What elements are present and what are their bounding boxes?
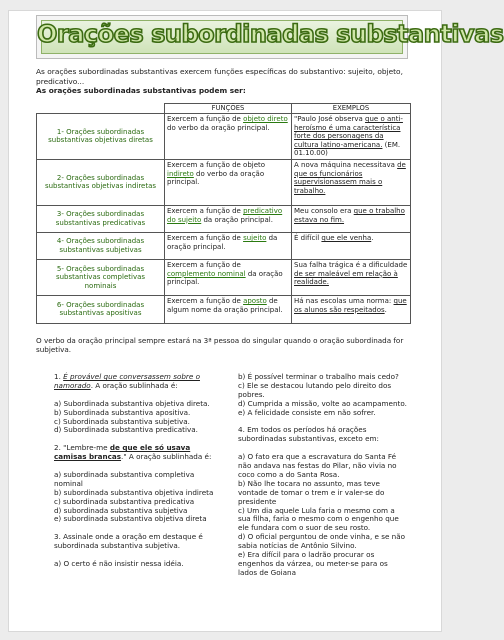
option: a) Subordinada substantiva objetiva direta. <box>54 398 210 408</box>
function-text: Exercem a função de <box>167 115 244 123</box>
question-stem: . A oração sublinhada é: <box>90 380 178 390</box>
example-highlight: que os alunos são respeitados <box>294 296 407 314</box>
example-text: A nova máquina necessitava <box>294 160 398 169</box>
intro <box>36 67 404 96</box>
table-row <box>37 232 411 259</box>
function-text-end: da oração principal. <box>167 233 278 251</box>
option: d) O oficial perguntou de onde vinha, e se não sabia notícias de Antônio Silvino. <box>238 532 406 551</box>
example-text-end: . <box>371 233 374 242</box>
example-highlight: que o trabalho estava no fim. <box>294 206 405 224</box>
function-highlight: complemento nominal <box>167 269 246 278</box>
example-highlight: de ser maleável em relação à realidade. <box>294 269 398 287</box>
intro-subtitle: As orações subordinadas substantivas podem ser: <box>36 86 246 95</box>
function-text: Exercem a função de <box>167 233 244 242</box>
type-name: 3- Orações subordinadas substantivas predicativas <box>37 205 165 232</box>
intro-text: As orações subordinadas substantivas exercem funções específicas do substantivo: sujeito, objeto, predicativo... <box>36 67 403 86</box>
table-row <box>37 295 411 323</box>
option: a) O fato era que a escravatura do Santa Fé não andava nas festas do Pilar, não vivia no coco como a do Santa Rosa. <box>238 452 397 479</box>
exercise-column-left <box>54 373 224 569</box>
example-text: "Paulo José observa <box>294 115 366 123</box>
example-cell <box>292 295 411 323</box>
question-highlight: de que ele só usava camisas brancas <box>54 443 191 462</box>
example-text: Sua falha trágica é a dificuldade <box>294 260 408 269</box>
option: c) subordinada substantiva predicativa <box>54 496 195 506</box>
example-text-end: . <box>384 305 387 314</box>
function-cell <box>165 295 292 323</box>
table-row <box>37 205 411 232</box>
function-text: Exercem a função de <box>167 206 244 215</box>
question-stem: 2. "Lembre-me <box>54 443 110 453</box>
example-text: É difícil <box>294 233 322 242</box>
example-text-end: (EM. 01.10.00) <box>294 140 401 158</box>
function-text-end: do verbo da oração principal. <box>167 123 270 132</box>
option: c) Um dia aquele Lula faria o mesmo com a sua filha, faria o mesmo com o engenho que ele fundara com o suor de seu rosto. <box>238 505 399 533</box>
example-text: Há nas escolas uma norma: <box>294 296 394 305</box>
option: a) O certo é não insistir nessa idéia. <box>54 558 184 568</box>
function-text-end: de algum nome da oração principal. <box>167 296 283 314</box>
question-4: 4. Em todos os períodos há orações subordinadas substantivas, exceto em: <box>238 425 379 444</box>
function-highlight: aposto <box>243 296 267 305</box>
example-highlight: que ele venha <box>321 233 372 242</box>
table-header-funcoes: FUNÇÕES <box>165 104 292 114</box>
question-stem-end: ." A oração sublinhada é: <box>121 452 212 462</box>
function-cell <box>165 114 292 160</box>
option: e) Era difícil para o ladrão procurar os engenhos da várzea, ou meter-se para os lados de Goiana <box>238 550 388 577</box>
option: e) A felicidade consiste em não sofrer. <box>238 407 376 417</box>
function-highlight: sujeito <box>243 233 267 242</box>
type-name: 2- Orações subordinadas substantivas objetivas indiretas <box>37 159 165 205</box>
example-text: Meu consolo era <box>294 206 354 215</box>
function-highlight: objeto direto <box>243 115 288 123</box>
function-text: Exercem a função de <box>167 296 244 305</box>
type-name: 4- Orações subordinadas substantivas subjetivas <box>37 232 165 259</box>
function-cell <box>165 205 292 232</box>
example-cell <box>292 259 411 295</box>
question-1 <box>54 373 224 391</box>
table-header-empty <box>37 104 165 114</box>
function-cell <box>165 159 292 205</box>
option: b) É possível terminar o trabalho mais cedo? <box>238 372 399 381</box>
option: c) Ele se destacou lutando pelo direito dos pobres. <box>238 380 392 399</box>
function-text-end: da oração principal. <box>167 269 283 287</box>
example-cell <box>292 114 411 160</box>
table-header-exemplos: EXEMPLOS <box>292 104 411 114</box>
page-title: Orações subordinadas substantivas <box>37 20 504 48</box>
rule-note: O verbo da oração principal sempre estará na 3ª pessoa do singular quando o oração subordinada for subjetiva. <box>36 336 404 354</box>
question-highlight: É provável que conversassem sobre o namorado <box>54 372 200 390</box>
type-name: 5- Orações subordinadas substantivas completivas nominais <box>37 259 165 295</box>
example-cell <box>292 232 411 259</box>
table-row <box>37 159 411 205</box>
option: b) Não lhe tocara no assunto, mas teve vontade de tomar o trem e ir valer-se do presidente <box>238 478 385 506</box>
example-cell <box>292 159 411 205</box>
function-highlight: indireto <box>167 169 194 178</box>
option: b) Subordinada substantiva apositiva. <box>54 407 191 417</box>
function-cell <box>165 259 292 295</box>
function-cell <box>165 232 292 259</box>
table-header-row <box>37 104 411 114</box>
table-row <box>37 259 411 295</box>
option: b) subordinada substantiva objetiva indireta <box>54 487 214 497</box>
function-text: Exercem a função de <box>167 260 241 269</box>
example-highlight: de que os funcionários supervisionassem mais o trabalho. <box>294 160 406 195</box>
type-name: 1- Orações subordinadas substantivas objetivas diretas <box>37 114 165 160</box>
question-number: 1. <box>54 372 64 381</box>
option: c) Subordinada substantiva subjetiva. <box>54 416 190 426</box>
option: d) subordinada substantiva subjetiva <box>54 505 188 515</box>
function-text-end: da oração principal. <box>201 215 273 224</box>
function-text: Exercem a função de objeto <box>167 160 266 169</box>
option: a) subordinada substantiva completiva nominal <box>54 469 195 488</box>
option: d) Subordinada substantiva predicativa. <box>54 425 198 435</box>
example-highlight: que o anti-heroísmo é uma característica forte dos personagens da cultura latino-americana. <box>294 115 403 149</box>
type-name: 6- Orações subordinadas substantivas apositivas <box>37 295 165 323</box>
function-highlight: predicativo do sujeito <box>167 206 283 224</box>
classification-table <box>36 103 411 324</box>
title-banner <box>36 15 504 59</box>
question-2 <box>54 444 224 462</box>
example-cell <box>292 205 411 232</box>
option: d) Cumprida a missão, volte ao acampamento. <box>238 398 407 408</box>
option: e) subordinada substantiva objetiva direta <box>54 514 207 524</box>
question-3: 3. Assinale onde a oração em destaque é subordinada substantiva subjetiva. <box>54 532 203 551</box>
table-row <box>37 114 411 160</box>
function-text-end: do verbo da oração principal. <box>167 169 265 187</box>
exercise-column-right <box>238 373 408 578</box>
